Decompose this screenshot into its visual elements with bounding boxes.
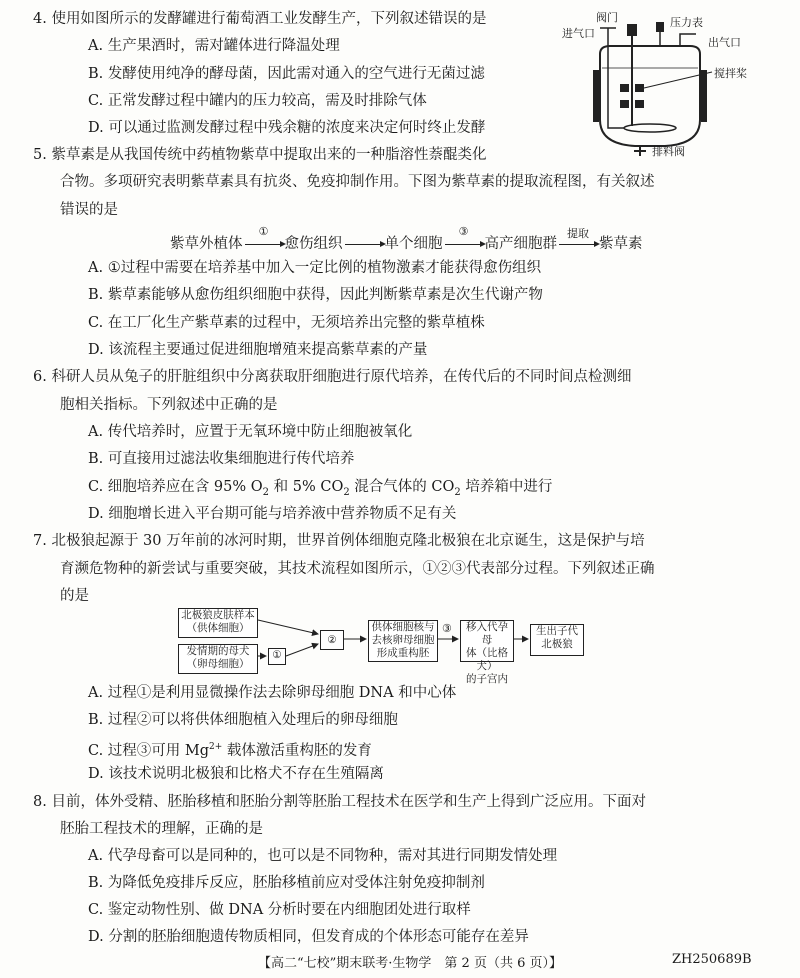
q6-c-sub2: 2	[343, 486, 350, 498]
q6-option-c[interactable]	[88, 477, 552, 503]
box-estrus-dog-line2: （卵母细胞）	[186, 658, 250, 670]
flow-arrow-2	[343, 236, 385, 252]
q5-option-d[interactable]: D. 该流程主要通过促进细胞增殖来提高紫草素的产量	[88, 342, 428, 358]
q6-c-part3: 混合气体的 CO	[349, 479, 455, 495]
jacket-right	[701, 70, 707, 122]
q5-option-b[interactable]: B. 紫草素能够从愈伤组织细胞中获得，因此判断紫草素是次生代谢产物	[88, 287, 543, 303]
flow-node-high-yield-cells: 高产细胞群	[484, 236, 557, 252]
q8-option-d[interactable]: D. 分割的胚胎细胞遗传物质相同，但发育成的个体形态可能存在差异	[88, 929, 529, 945]
q7-stem-line1: 7. 北极狼起源于 30 万年前的冰河时期，世界首例体细胞克隆北极狼在北京诞生，这是保护与培	[33, 533, 645, 549]
box-wolf-skin-sample	[178, 608, 258, 638]
box-wolf-skin-line2: （供体细胞）	[186, 622, 250, 634]
circle-step-1: ①	[268, 648, 286, 665]
q7-option-b[interactable]: B. 过程②可以将供体细胞植入处理后的卵母细胞	[88, 712, 398, 728]
q5-option-c[interactable]: C. 在工厂化生产紫草素的过程中，无须培养出完整的紫草植株	[88, 315, 485, 331]
q5-flow-diagram	[170, 225, 643, 253]
q7-option-c[interactable]	[88, 737, 372, 761]
q4-option-c[interactable]: C. 正常发酵过程中罐内的压力较高，需及时排除气体	[88, 93, 427, 109]
q6-c-sub1: 2	[262, 486, 270, 498]
valve-block	[627, 24, 637, 36]
air-sparger	[624, 124, 676, 132]
q7-c-part2: 载体激活重构胚的发育	[222, 742, 372, 759]
pressure-gauge	[656, 22, 664, 32]
box-embryo-line3: 形成重构胚	[376, 647, 430, 659]
q7-c-part1: C. 过程③可用 Mg	[88, 742, 210, 759]
label-drain-valve: 排料阀	[652, 145, 685, 158]
box-surrogate	[460, 620, 514, 685]
box-offspring-line2: 北极狼	[541, 638, 573, 650]
q8-stem-line1: 8. 目前，体外受精、胚胎移植和胚胎分割等胚胎工程技术在医学和生产上得到广泛应用。下面对	[33, 794, 646, 810]
q4-option-d[interactable]: D. 可以通过监测发酵过程中残余糖的浓度来决定何时终止发酵	[88, 120, 486, 136]
q8-stem-line2: 胚胎工程技术的理解，正确的是	[60, 821, 263, 837]
q6-c-part1: C. 细胞培养应在含 95% O	[88, 479, 263, 495]
box-surrogate-line3: 的子宫内	[466, 673, 508, 685]
box-embryo-line1: 供体细胞核与	[371, 621, 435, 633]
q8-option-b[interactable]: B. 为降低免疫排斥反应，胚胎移植前应对受体注射免疫抑制剂	[88, 875, 485, 891]
flow-node-shikonin: 紫草素	[599, 236, 643, 252]
box-surrogate-line1: 移入代孕母	[466, 621, 508, 646]
q6-c-sub3: 2	[454, 486, 461, 498]
label-stirrer: 搅拌桨	[714, 67, 747, 80]
box-estrus-dog-line1: 发情期的母犬	[186, 645, 250, 657]
q6-stem-line1: 6. 科研人员从兔子的肝脏组织中分离获取肝细胞进行原代培养，在传代后的不同时间点检测细	[33, 369, 632, 385]
label-valve: 阀门	[596, 11, 618, 24]
q6-c-part4: 培养箱中进行	[460, 479, 553, 495]
box-wolf-skin-line1: 北极狼皮肤样本	[181, 609, 255, 621]
flow-arrow-1-label: ①	[258, 225, 269, 238]
flow-arrow-1	[243, 225, 285, 252]
box-reconstructed-embryo	[368, 620, 438, 662]
label-air-inlet: 进气口	[562, 27, 595, 40]
box-offspring-line1: 生出子代	[536, 625, 578, 637]
flow-node-explant: 紫草外植体	[170, 236, 243, 252]
q5-stem-line3: 错误的是	[60, 202, 118, 218]
fermenter-figure	[560, 8, 775, 158]
paper-code: ZH250689B	[672, 952, 752, 967]
flow-node-single-cell: 单个细胞	[384, 236, 443, 252]
flow-arrow-3	[443, 225, 485, 252]
q4-option-b[interactable]: B. 发酵使用纯净的酵母菌，因此需对通入的空气进行无菌过滤	[88, 66, 485, 82]
box-surrogate-line2: 体（比格犬）	[466, 647, 508, 672]
q7-stem-line2: 育濒危物种的新尝试与重要突破，其技术流程如图所示，①②③代表部分过程。下列叙述正确	[60, 561, 655, 577]
box-estrus-dog	[178, 644, 258, 674]
flow-arrow-3-label: ③	[458, 225, 469, 238]
flow-node-callus: 愈伤组织	[284, 236, 343, 252]
q7-c-sup: 2+	[209, 742, 223, 752]
q6-option-a[interactable]: A. 传代培养时，应置于无氧环境中防止细胞被氧化	[88, 424, 413, 440]
q5-option-a[interactable]: A. ①过程中需要在培养基中加入一定比例的植物激素才能获得愈伤组织	[88, 260, 542, 276]
q6-option-d[interactable]: D. 细胞增长进入平台期可能与培养液中营养物质不足有关	[88, 506, 457, 522]
page-footer: 【高二“七校”期末联考·生物学 第 2 页（共 6 页）】	[258, 956, 562, 971]
q6-option-b[interactable]: B. 可直接用过滤法收集细胞进行传代培养	[88, 451, 355, 467]
box-embryo-line2: 去核卵母细胞	[371, 634, 435, 646]
jacket-left	[593, 70, 599, 122]
q5-stem-line2: 合物。多项研究表明紫草素具有抗炎、免疫抑制作用。下图为紫草素的提取流程图，有关叙述	[60, 174, 655, 190]
q5-stem-line1: 5. 紫草素是从我国传统中药植物紫草中提取出来的一种脂溶性萘醌类化	[33, 147, 487, 163]
label-air-outlet: 出气口	[708, 36, 741, 49]
q4-option-a[interactable]: A. 生产果酒时，需对罐体进行降温处理	[88, 38, 340, 54]
flow-arrow-4	[557, 227, 599, 252]
flow-arrow-4-label: 提取	[567, 227, 589, 240]
q7-stem-line3: 的是	[60, 588, 89, 604]
q6-c-part2: 和 5% CO	[269, 479, 344, 495]
q8-option-c[interactable]: C. 鉴定动物性别、做 DNA 分析时要在内细胞团处进行取样	[88, 902, 471, 918]
box-offspring	[530, 624, 584, 656]
q7-option-d[interactable]: D. 该技术说明北极狼和比格犬不存在生殖隔离	[88, 766, 384, 782]
label-pressure-gauge: 压力表	[670, 16, 703, 29]
q8-option-a[interactable]: A. 代孕母畜可以是同种的，也可以是不同物种，需对其进行同期发情处理	[88, 848, 558, 864]
q6-stem-line2: 胞相关指标。下列叙述中正确的是	[60, 397, 278, 413]
circle-step-2: ②	[320, 630, 344, 650]
q7-flow-diagram	[176, 606, 606, 685]
q4-stem: 4. 使用如图所示的发酵罐进行葡萄酒工业发酵生产，下列叙述错误的是	[33, 11, 487, 27]
q7-option-a[interactable]: A. 过程①是利用显微操作法去除卵母细胞 DNA 和中心体	[88, 685, 457, 701]
label-step-3: ③	[442, 622, 452, 635]
